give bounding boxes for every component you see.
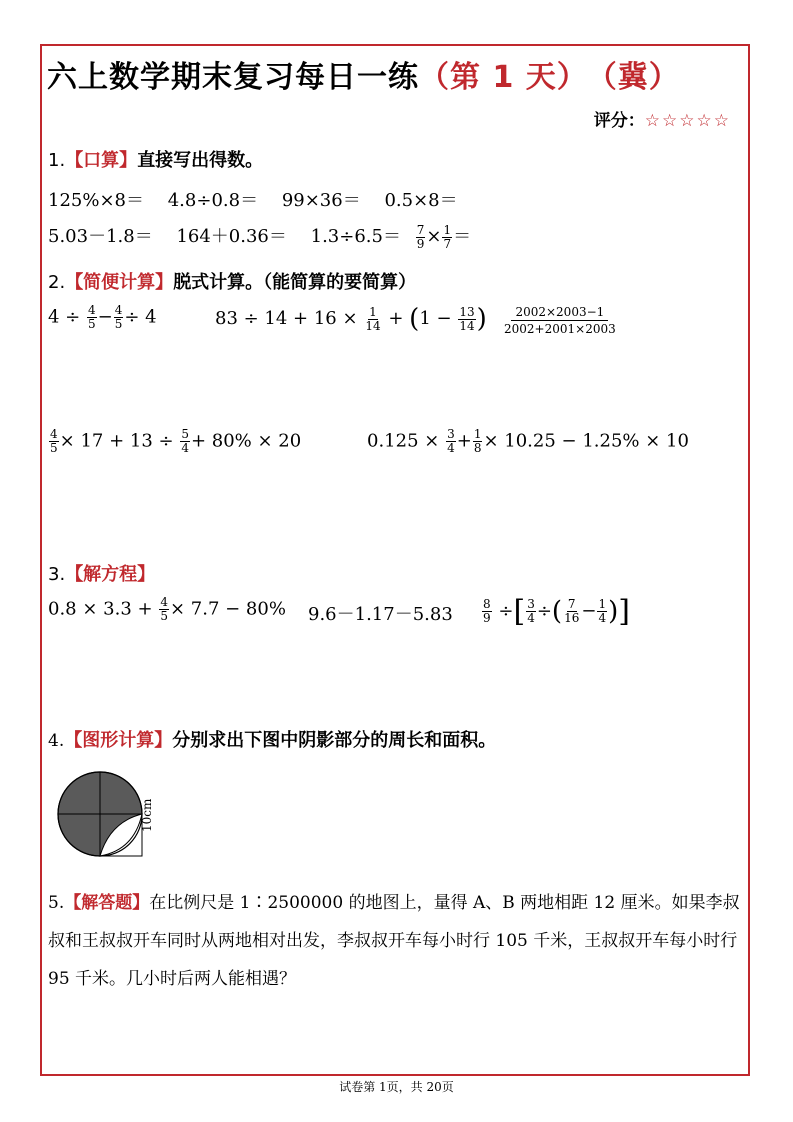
oral-item: 99×36＝ xyxy=(281,190,361,211)
section-tag: 【解方程】 xyxy=(65,564,156,585)
calc-expr-1: 4 ÷ $\frac{4}{5}$ − $\frac{4}{5}$ ÷ 4 xyxy=(48,303,157,331)
fraction: $\frac{7}{9}$ xyxy=(416,222,425,251)
fraction: $\frac{13}{14}$ xyxy=(459,304,475,333)
title-main: 六上数学期末复习每日一练 xyxy=(47,60,419,95)
fraction: $\frac{4}{5}$ xyxy=(114,303,123,331)
section-tag: 【图形计算】 xyxy=(64,730,173,751)
oral-item: 0.5×8＝ xyxy=(384,190,458,211)
fraction: $\frac{4}{5}$ xyxy=(50,427,58,455)
oral-row-2 xyxy=(48,222,471,251)
calc-expr-2: 83 ÷ 14 + 16 × $\frac{1}{14}$ + (1 − $\frac{13}{14}$ ) xyxy=(215,304,487,334)
equation-2: 9.6－1.17－5.83 xyxy=(308,604,453,625)
calc-expr-4: $\frac{4}{5}$ × 17 + 13 ÷ $\frac{5}{4}$ + 80% × 20 xyxy=(50,427,302,455)
section-4-heading xyxy=(48,726,496,752)
fraction: $\frac{5}{4}$ xyxy=(181,427,189,455)
fraction: $\frac{3}{4}$ xyxy=(527,597,535,625)
section-5 xyxy=(48,884,748,998)
section-number: 5. xyxy=(48,893,65,913)
page-footer: 试卷第 1页，共 20页 xyxy=(339,1080,454,1094)
page-title xyxy=(47,52,680,96)
oral-item: 1.3÷6.5＝ xyxy=(310,226,401,247)
oral-item: 5.03－1.8＝ xyxy=(48,226,153,247)
fraction: $\frac{3}{4}$ xyxy=(447,427,455,455)
fraction: $\frac{8}{9}$ xyxy=(483,597,491,625)
section-number: 1. xyxy=(48,150,66,171)
calc-expr-3 xyxy=(502,304,618,337)
section-tag: 【简便计算】 xyxy=(65,272,174,293)
section-1-heading xyxy=(48,146,263,172)
section-instruction: 分别求出下图中阴影部分的周长和面积。 xyxy=(172,730,497,751)
score-stars: ☆☆☆☆☆ xyxy=(644,111,731,131)
fraction: $\frac{2002\times 2003-1}{2002+2001\times 2003}$ xyxy=(504,305,616,336)
section-tag: 【解答题】 xyxy=(64,893,150,913)
fraction: $\frac{1}{4}$ xyxy=(598,597,607,625)
section-3-heading xyxy=(48,560,155,586)
fraction: $\frac{1}{8}$ xyxy=(473,427,482,455)
fraction: $\frac{4}{5}$ xyxy=(88,303,96,331)
score-label: 评分： xyxy=(593,111,645,131)
oral-item: 125%×8＝ xyxy=(48,190,144,211)
section-instruction: 脱式计算。（能简算的要简算） xyxy=(173,272,417,293)
section-number: 3. xyxy=(48,564,66,585)
title-region: （冀） xyxy=(601,60,680,95)
equation-3: $\frac{8}{9}$ ÷[ $\frac{3}{4}$ ÷( $\frac{7}{16}$ − $\frac{1}{4}$ )] xyxy=(483,594,630,629)
fraction: $\frac{1}{7}$ xyxy=(443,222,452,251)
fraction: $\frac{1}{14}$ xyxy=(365,304,381,333)
oral-item: 4.8÷0.8＝ xyxy=(167,190,259,211)
section-2-heading xyxy=(48,268,416,294)
score-row xyxy=(594,106,731,131)
calc-expr-5: 0.125 × $\frac{3}{4}$ + $\frac{1}{8}$ × 10.25 − 1.25% × 10 xyxy=(367,427,689,455)
shaded-circle-figure xyxy=(54,770,174,860)
section-number: 4. xyxy=(48,731,65,751)
oral-row-1 xyxy=(48,186,458,212)
section-instruction: 直接写出得数。 xyxy=(137,150,264,171)
oral-item-fraction: $\frac{7}{9}$ × $\frac{1}{7}$ ＝ xyxy=(416,222,472,251)
fraction: $\frac{4}{5}$ xyxy=(160,595,168,623)
dimension-label: 10cm xyxy=(140,798,154,832)
problem-text: 在比例尺是 1∶2500000 的地图上，量得 A、B 两地相距 12 厘米。如果李叔叔和王叔叔开车同时从两地相对出发，李叔叔开车每小时行 105 千米，王叔叔开车每小时行 95 千米。几小时后两人能相遇？ xyxy=(48,893,740,989)
title-day: （第 1 天） xyxy=(419,60,588,95)
oral-item: 164＋0.36＝ xyxy=(176,226,287,247)
fraction: $\frac{7}{16}$ xyxy=(564,597,580,625)
section-number: 2. xyxy=(48,272,66,293)
equation-1: 0.8 × 3.3 + $\frac{4}{5}$ × 7.7 − 80% xyxy=(48,595,286,623)
section-tag: 【口算】 xyxy=(65,150,138,171)
